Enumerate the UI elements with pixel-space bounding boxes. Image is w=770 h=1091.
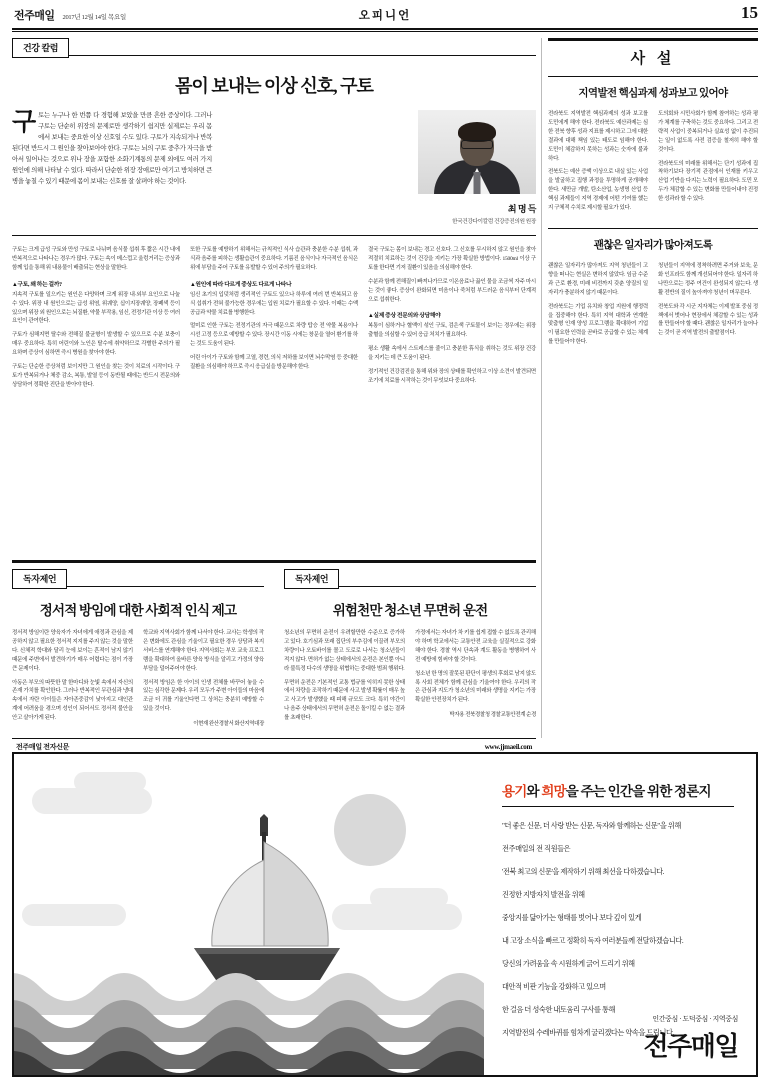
paragraph: 청소년의 무면허 운전이 우려할만한 수준으로 증가하고 있다. 호기심과 또래 집단의 부추김에 이끌려 부모의 차량이나 오토바이를 몰고 도로로 나서는 청소년들이 적지 않다. 면허가 없는 상태에서의 운전은 본인뿐 아니라 불특정 다수의 생명을 위협하는 중대한 범죄 행위다. [284,630,405,672]
ad-headline-part-3: 희망 [541,784,566,799]
masthead [0,0,770,30]
ad-headline-part-4: 을 주는 인간을 위한 정론지 [565,784,711,799]
portrait-hair [458,122,496,142]
paragraph: 괜찮은 일자리가 많아져도 지역 청년들이 고향을 떠나는 현실은 변하지 않았다. 임금 수준과 근로 환경, 미래 비전까지 갖춘 양질의 일자리가 충분하지 않기 때문이다. [548,262,648,296]
editorial-title: 사 설 [630,51,676,67]
editorial-divider [548,228,758,229]
paragraph: 평소 생활 속에서 스트레스를 줄이고 충분한 휴식을 취하는 것도 위장 건강을 지키는 데 큰 도움이 된다. [368,346,536,362]
paragraph: 청년들이 지역에 정착하려면 주거와 보육, 문화 인프라도 함께 개선되어야 한다. 일자리 하나만으로는 정주 여건이 완성되지 않는다. 생활 전반의 질이 높아져야 청년이 머무른다. [658,262,758,296]
opinion-right-article [284,563,536,728]
drop-cap: 구 [12,109,35,136]
editorial-2-headline: 괜찮은 일자리가 많아져도록 [593,239,713,251]
paragraph: 정서적 방임이란 양육자가 자녀에게 애정과 관심을 제공하지 않고 필요한 정서적 지지를 주지 않는 것을 말한다. 신체적 학대와 달리 눈에 보이는 흔적이 남지 않기 때문에 주변에서 발견하기가 매우 어렵다는 점이 가장 큰 문제이다. [12,630,133,672]
section-tag-reader-2: 독자제언 [284,569,339,589]
paragraph: 학교와 지역사회가 함께 나서야 한다. 교사는 학생의 작은 변화에도 관심을 기울이고 필요한 경우 상담과 복지 서비스를 연계해야 한다. 지역사회는 부모 교육 프로그램을 확대하여 올바른 양육 방식을 알리고 가정의 양육 부담을 덜어주어야 한다. [143,630,264,672]
author-name: 최 명 득 [507,204,536,214]
ad-headline-part-2: 와 [526,784,542,799]
subheading: ▲실제 증상 전문의와 상담해야 [368,313,441,320]
paragraph: 전라북도는 기업 유치와 창업 지원에 행정력을 집중해야 한다. 특히 지역 대학과 연계한 맞춤형 인재 양성 프로그램을 확대하여 기업이 필요한 인력을 곧바로 공급할 수 있는 체계를 만들어야 한다. [548,303,648,346]
ad-line-8: 한 걸음 더 성숙한 내토움리 구사를 통해 [502,1006,616,1015]
ad-line-1: 전주매일의 전 직원들은 [502,845,571,854]
paragraph: 구토는 단순한 증상처럼 보이지만 그 원인을 찾는 것이 치료의 시작이다. 구토가 반복되거나 체중 감소, 복통, 발열 등이 동반될 때에는 반드시 전문의와 상담하여 정확한 진단을 받아야 한다. [12,364,180,388]
paragraph: 아동은 부모의 따뜻한 말 한마디와 눈빛 속에서 자신의 존재 가치를 확인한다. 그러나 반복적인 무관심과 냉대 속에서 자란 아이들은 자아존중감이 낮아지고 대인관계에 어려움을 겪으며 성인이 되어서도 정서적 불안을 안고 살아가게 된다. [12,679,133,722]
portrait-glasses [461,140,493,149]
paragraph: 지속적 구토를 일으키는 원인은 다양하며 크게 위장 내·외부 요인으로 나눌 수 있다. 위장 내 원인으로는 급성 위염, 위궤양, 십이지장궤양, 장폐색 등이 있으며 위장 외 원인으로는 뇌질환, 약물 부작용, 임신, 전정기관 이상 등 여러 요인이 관여한다. [12,291,180,325]
health-column-headline: 몸이 보내는 이상 신호, 구토 [175,76,373,96]
opinion-left-article [12,563,264,728]
opinion-right-col-2 [415,629,536,728]
ad-line-7: 대안적 비판 기능을 강화하고 있으며 [502,983,606,992]
opinion-right-body [284,629,536,728]
ad-quote: "더 좋은 신문, 더 사랑 받는 신문, 독자와 함께하는 신문"을 위해 [502,822,681,830]
column-divider [541,38,542,738]
paragraph: 수분과 함께 전해질이 빠져나가므로 이온음료나 끓인 물을 조금씩 자주 마시는 것이 좋다. 증상이 완화되면 미음이나 죽처럼 부드러운 음식부터 단계적으로 섭취한다. [368,278,536,303]
health-column-divider [12,235,536,236]
paragraph: 임신 초기의 입덧처럼 생리적인 구토도 있으나 하루에 여러 번 반복되고 음식 섭취가 전혀 불가능한 경우에는 입원 치료가 필요할 수 있다. 이때는 수액 공급과 약물 치료를 병행한다. [190,291,358,316]
paragraph: 전라북도의 미래를 위해서는 단기 성과에 집착하기보다 장기적 관점에서 인재를 키우고 산업 기반을 다지는 노력이 필요하다. 도민 모두가 체감할 수 있는 변화를 만들어내야 진정한 성과라 할 수 있다. [658,160,758,203]
paragraph: 구토는 크게 급성 구토와 만성 구토로 나뉘며 음식물 섭취 후 짧은 시간 내에 반복적으로 나타나는 경우가 많다. 구토는 속이 메스껍고 울렁거리는 증상과 함께 입을 통해 위 내용물이 배출되는 현상을 말한다. [12,247,180,271]
section-title: 오피니언 [358,10,412,22]
ad-slogan: 인간중심 · 도덕중심 · 지역중심 [652,1015,738,1023]
editorial-title-rule [548,76,758,77]
ad-line-5: 내 고장 소식을 빠르고 정확히 독자 여러분들께 전달하겠습니다. [502,937,684,946]
paragraph: 가정에서는 자녀가 차 키를 쉽게 접할 수 없도록 관리해야 하며 학교에서는 교통안전 교육을 실질적으로 강화해야 한다. 경찰 역시 단속과 계도 활동을 병행하여 사전 예방에 힘써야 할 것이다. [415,630,536,663]
health-col-1 [12,246,180,395]
opinion-right-headline: 위험천만 청소년 무면허 운전 [332,603,488,618]
editorial-1-body [548,110,758,218]
editorial-1-headline: 지역발전 핵심과제 성과보고 있어야 [578,88,728,99]
section-tag-reader-1: 독자제언 [12,569,67,589]
subheading: ▲구토, 왜 하는 걸까? [12,281,62,288]
page-number: 15 [741,3,758,22]
editorial-2-col-2 [658,262,758,352]
cloud-shape [22,904,126,926]
portrait-tie [474,172,481,194]
masthead-logo: 전주매일 [14,10,55,22]
opinion-row [12,563,536,728]
ad-headline-rule [502,806,734,807]
ad-logo: 전주매일 [643,1032,738,1061]
paragraph: 멀미로 인한 구토는 전정기관의 자극 때문으로 차량 탑승 전 약물 복용이나 시선 고정 등으로 예방할 수 있다. 장시간 이동 시에는 창문을 열어 환기를 하는 것도 도움이 된다. [190,323,358,348]
masthead-date: 2017년 12월 14일 목요일 [62,14,126,21]
email-bar-right[interactable]: www.jjmaeil.com [484,743,532,752]
health-column-article [12,38,536,395]
ad-line-6: 당신의 가려움을 속 시원하게 긁어 드리기 위해 [502,960,635,969]
opinion-right-col-1 [284,629,405,728]
opinion-left-col-1 [12,629,133,728]
health-column-body [12,246,536,395]
ad-copy [484,754,756,1075]
paragraph: 결국 구토는 몸이 보내는 경고 신호다. 그 신호를 무시하지 않고 원인을 찾아 적절히 치료하는 것이 건강을 지키는 가장 확실한 방법이다. 1500ml 이상 구토를 한다면 기저 질환이 있음을 의심해야 한다. [368,247,536,271]
email-bar-left: 전주매일 전자신문 [16,743,70,752]
paragraph: 정기적인 건강검진을 통해 위와 장의 상태를 확인하고 이상 소견이 발견되면 조기에 치료를 시작하는 것이 무엇보다 중요하다. [368,369,536,384]
author-portrait-photo [418,110,536,194]
ad-illustration [14,754,484,1075]
paragraph: 전북도는 예산 증액 이상으로 내실 있는 사업을 발굴하고 집행 과정을 투명하게 공개해야 한다. 새만금 개발, 탄소산업, 농생명 산업 등 핵심 과제들이 지역 경제에 어떤 기여를 했는지 구체적 수치로 제시할 필요가 있다. [548,169,648,212]
opinion-left-tag-row [12,569,264,587]
ad-headline [502,780,734,800]
ad-line-2: '전북 최고의 신문'을 제작하기 위해 최선을 다하겠습니다. [502,868,665,877]
opinion-left-body [12,629,264,728]
masthead-rule [12,28,758,30]
advertisement [12,752,758,1077]
paragraph: 복통이 심하거나 혈액이 섞인 구토, 검은색 구토물이 보이는 경우에는 위장 출혈을 의심할 수 있어 응급 처치가 필요하다. [368,323,536,339]
editorial-1-col-1 [548,110,648,218]
ad-line-9: 지역발전의 수레바퀴를 힘차게 굴리겠다는 약속을 드립니다. [502,1029,674,1038]
paragraph: 구토가 심해지면 탈수와 전해질 불균형이 발생할 수 있으므로 수분 보충이 매우 중요하다. 특히 어린이와 노인은 탈수에 취약하므로 각별한 주의가 필요하며 증상이 심하면 즉시 병원을 찾아야 한다. [12,332,180,357]
opinion-right-tag-row [284,569,536,587]
ad-line-4: 중앙지를 닮아가는 형태를 벗어나 보다 깊이 있게 [502,914,642,923]
editorial-2-col-1 [548,262,648,352]
opinion-left-credit: 이현재 완산경찰서 화산지역대장 [193,721,264,728]
editorial-1-col-2 [658,110,758,218]
paragraph: 도의회와 시민사회가 함께 참여하는 성과 평가 체계를 구축하는 것도 중요하다. 그리고 전략적 사업이 중복되거나 실효성 없이 추진되는 일이 없도록 사전 검증을 철저히 해야 할 것이다. [658,111,758,153]
editorial-section [548,38,758,352]
paragraph: 또한 구토를 예방하기 위해서는 규칙적인 식사 습관과 충분한 수분 섭취, 과식과 음주를 피하는 생활습관이 중요하다. 기름진 음식이나 자극적인 음식은 위에 부담을 주어 구토를 유발할 수 있어 주의가 필요하다. [190,247,358,271]
paragraph: 정서적 방임은 한 아이의 인생 전체를 바꾸어 놓을 수 있는 심각한 문제다. 우리 모두가 주변 아이들의 마음에 조금 더 귀를 기울인다면 그 상처는 충분히 예방할 수 있을 것이다. [143,679,264,713]
paragraph: 전라북도 지역발전 핵심과제의 성과 보고를 도민에게 해야 한다. 전라북도 예산과제는 심한 전북 향후 성과 지표를 제시하고 그에 대한 결과에 대해 책임 있는 태도로 임해야 한다. 도민이 체감하지 못하는 성과는 숫자에 불과하다. [548,111,648,162]
paragraph: 어린 아이가 구토와 함께 고열, 경련, 의식 저하를 보이면 뇌수막염 등 중대한 질환을 의심해야 하므로 즉시 응급실을 방문해야 한다. [190,355,358,371]
health-column-tag-row [12,38,536,56]
reader-opinion-section [12,560,536,756]
ad-headline-part-1: 용기 [502,784,527,799]
editorial-2-body [548,262,758,352]
wave-layer-4 [14,1040,484,1075]
opinion-right-credit: 박자용 전북경찰청 경찰교통안전계 순경 [449,712,536,719]
masthead-rule-thin [12,31,758,32]
subheading: ▲원인에 따라 다르게 중상도 다르게 나타나 [190,281,292,288]
health-col-3 [368,246,536,395]
paragraph: 전북도와 각 시군 지자체는 이제 발표 중심 정책에서 벗어나 현장에서 체감할 수 있는 성과를 만들어야 할 때다. 괜찮은 일자리가 늘어나는 것이 곧 지역 발전의 출발점이다. [658,303,758,337]
paragraph: 청소년 한 명의 잘못된 판단이 평생의 후회로 남지 않도록 사회 전체가 함께 관심을 기울여야 한다. 우리의 작은 관심과 지도가 청소년의 미래와 생명을 지키는 가장 확실한 안전장치가 된다. [415,670,536,704]
health-col-2 [190,246,358,395]
section-tag-health: 건강 칼럼 [12,38,69,58]
health-column-lead [12,110,536,225]
cloud-shape [74,772,146,792]
paragraph: 무면허 운전은 기본적인 교통 법규를 익히지 못한 상태에서 차량을 조작하기 때문에 사고 발생 확률이 매우 높고 사고가 발생했을 때 피해 규모도 크다. 특히 야간이나 음주 상태에서의 무면허 운전은 돌이킬 수 없는 결과를 초래한다. [284,679,405,722]
ad-footer [644,1014,738,1063]
lead-paragraph: 토는 누구나 한 번쯤 다 경험해 보았을 만큼 흔한 증상이다. 그러나 구토는 단순히 위장의 문제로만 생각하기 쉽지만 실제로는 우리 몸에서 보내는 중요한 이상 신호일 수도 있다. 구토가 지속되거나 반복된다면 반드시 그 원인을 찾아보아야 한다. 구토는 뇌의 구토 중추가 자극을 받아서 일어나는 것으로 위나 장을 포함한 소화기계통의 문제 외에도 여러 가지 원인에 의해 나타날 수 있다. 따라서 단순한 위장 장애로만 여기고 방치하면 큰 병을 놓칠 수 있기 때문에 몸이 보내는 신호를 잘 살펴야 하는 것이다. [12,112,212,186]
opinion-left-col-2 [143,629,264,728]
cloud-shape [370,888,448,908]
author-affiliation: 한국건강다이칼럼 건강증진의원 원장 [452,219,536,225]
opinion-left-headline: 정서적 방임에 대한 사회적 인식 제고 [39,603,237,618]
ad-line-3: 진정한 지방자치 발전을 위해 [502,891,585,900]
